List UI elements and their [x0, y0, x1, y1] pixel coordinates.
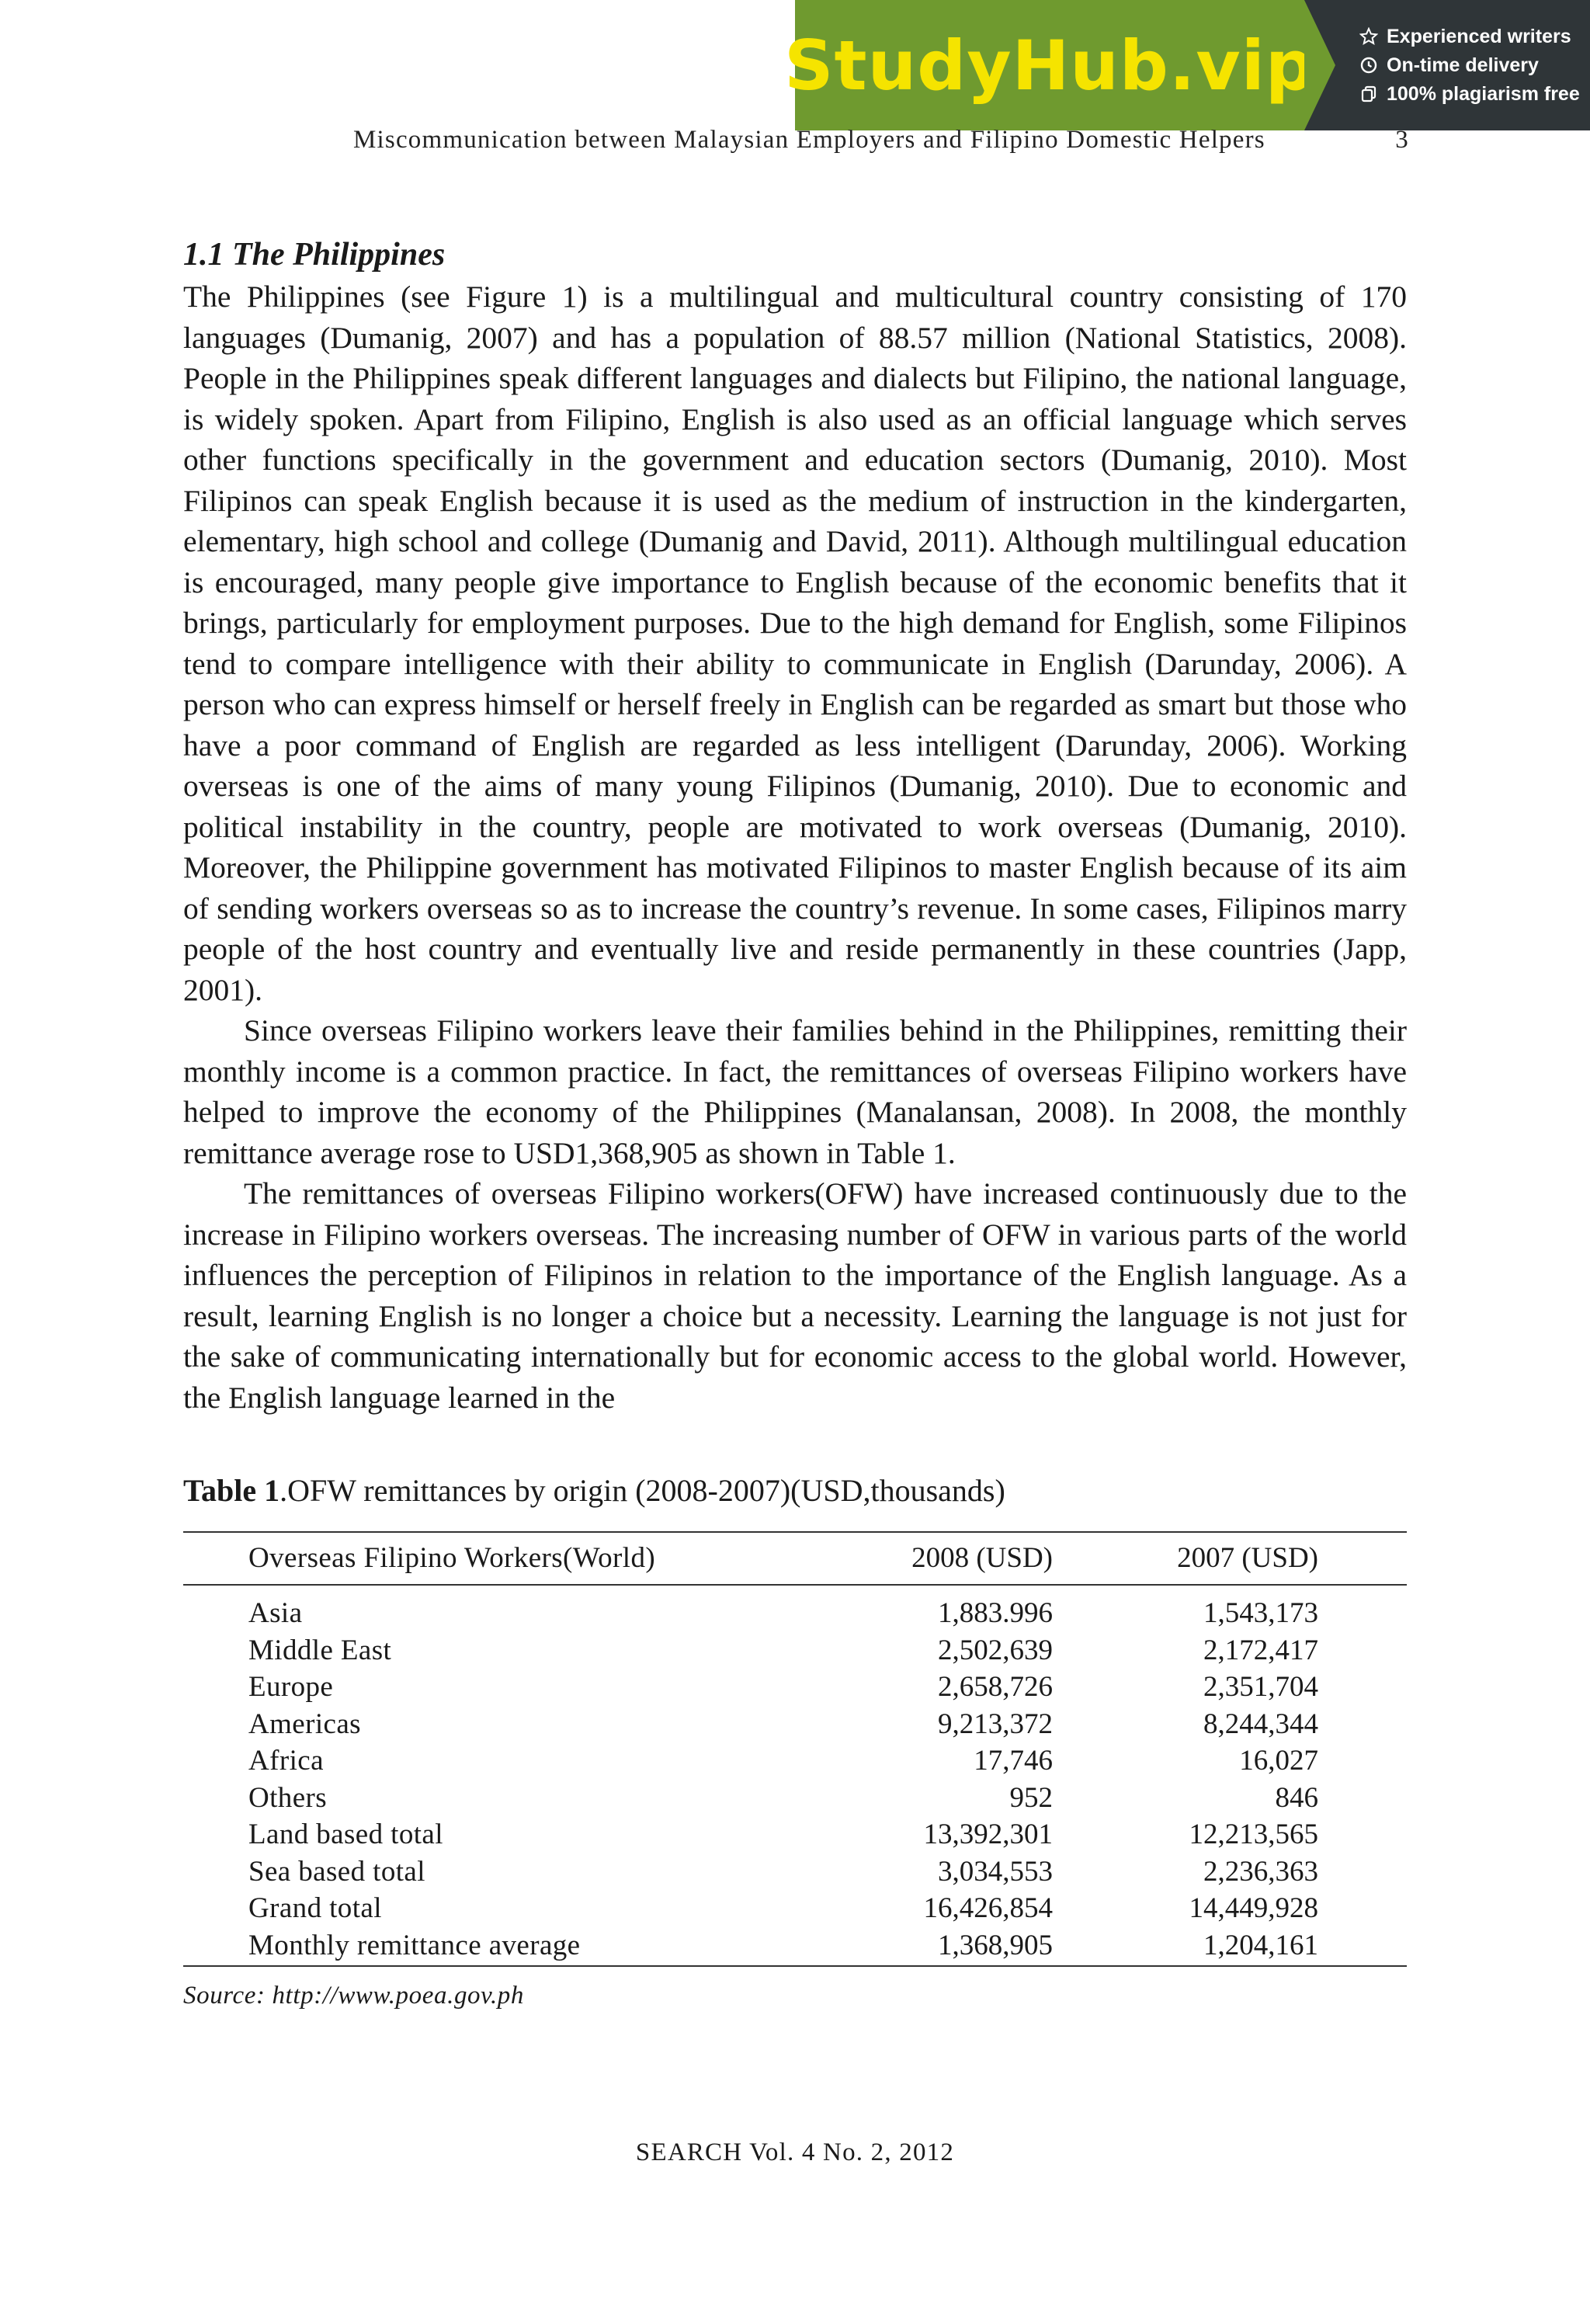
row-value-2007: 8,244,344	[1203, 1707, 1318, 1740]
studyhub-banner[interactable]	[784, 0, 1590, 130]
row-label: Land based total	[248, 1819, 443, 1850]
page-footer: SEARCH Vol. 4 No. 2, 2012	[635, 2138, 955, 2166]
table-body	[183, 1586, 1407, 1965]
running-header	[353, 126, 1409, 155]
feature-experienced-writers	[1359, 26, 1590, 48]
table-row	[183, 1853, 1407, 1891]
section-heading: 1.1 The Philippines	[183, 237, 446, 273]
header-cell-2008: 2008 (USD)	[911, 1542, 1053, 1574]
table-caption-text: .OFW remittances by origin (2008-2007)(USD,thousands)	[279, 1473, 1005, 1508]
paragraph-1: The Philippines (see Figure 1) is a multilingual and multicultural country consisting of 170 languages (Dumanig, 2007) and has a population of 88.57 million (National Statistics, 2008). People in the Philippines speak different languages and dialects but Filipino, the national language, is widely spoken. Apart from Filipino, English is also used as an official language which serves other functions specifically in the government and education sectors (Dumanig, 2010). Most Filipinos can speak English because it is used as the medium of instruction in the kindergarten, elementary, high school and college (Dumanig and David, 2011). Although multilingual education is encouraged, many people give importance to English because of the economic benefits that it brings, particularly for employment purposes. Due to the high demand for English, some Filipinos tend to compare intelligence with their ability to communicate in English (Darunday, 2006). A person who can express himself or herself freely in English can be regarded as smart but those who have a poor command of English are regarded as less intelligent (Darunday, 2006). Working overseas is one of the aims of many young Filipinos (Dumanig, 2010). Due to economic and political instability in the country, people are motivated to work overseas (Dumanig, 2010). Moreover, the Philippine government has motivated Filipinos to master English because of its aim of sending workers overseas so as to increase the country’s revenue. In some cases, Filipinos marry people of the host country and eventually live and reside permanently in these countries (Japp, 2001).	[183, 280, 1407, 1007]
row-value-2007: 14,449,928	[1189, 1892, 1318, 1924]
source-label: Source	[183, 1982, 257, 2010]
banner-features	[1304, 0, 1590, 130]
row-label: Africa	[248, 1745, 324, 1777]
row-value-2007: 16,027	[1239, 1745, 1318, 1777]
row-value-2007: 12,213,565	[1189, 1819, 1318, 1850]
feature-label: On-time delivery	[1387, 54, 1539, 76]
row-label: Asia	[248, 1597, 303, 1629]
source-text: : http://www.poea.gov.ph	[256, 1982, 524, 2010]
row-label: Americas	[248, 1707, 361, 1740]
row-label: Monthly remittance average	[248, 1929, 581, 1961]
feature-label: 100% plagiarism free	[1387, 82, 1580, 105]
logo-text: StudyHub.vip	[784, 25, 1315, 106]
table-row	[183, 1742, 1407, 1780]
row-value-2007: 2,236,363	[1203, 1855, 1318, 1888]
paragraph-2: Since overseas Filipino workers leave their families behind in the Philippines, remitting their monthly income is a common practice. In fact, the remittances of overseas Filipino workers have helped to improve the economy of the Philippines (Manalansan, 2008). In 2008, the monthly remittance average rose to USD1,368,905 as shown in Table 1.	[183, 1013, 1407, 1170]
table-bottom-rule	[183, 1965, 1407, 1967]
table-header-row	[183, 1533, 1407, 1584]
row-value-2007: 2,351,704	[1203, 1671, 1318, 1703]
page-number: 3	[1395, 126, 1409, 154]
row-label: Grand total	[248, 1892, 382, 1924]
paragraph-3: The remittances of overseas Filipino workers(OFW) have increased continuously due to the increase in Filipino workers overseas. The increasing number of OFW in various parts of the world influences the perception of Filipinos in relation to the importance of the English language. As a result, learning English is no longer a choice but a necessity. Learning the language is not just for the sake of communicating internationally but for economic access to the global world. However, the English language learned in the	[183, 1176, 1407, 1415]
table-row	[183, 1890, 1407, 1927]
row-label: Sea based total	[248, 1855, 425, 1888]
row-value-2007: 1,204,161	[1203, 1929, 1318, 1961]
row-value-2008: 952	[1009, 1781, 1053, 1814]
clock-icon	[1359, 55, 1379, 75]
row-value-2007: 846	[1275, 1781, 1318, 1814]
row-value-2008: 3,034,553	[938, 1855, 1053, 1888]
row-value-2008: 13,392,301	[923, 1819, 1053, 1850]
feature-plagiarism-free	[1359, 83, 1590, 106]
table-row	[183, 1595, 1407, 1632]
feature-on-time-delivery	[1359, 54, 1590, 77]
banner-logo[interactable]	[784, 0, 1315, 130]
table-caption	[183, 1472, 1005, 1509]
table-row	[183, 1632, 1407, 1669]
row-value-2007: 2,172,417	[1203, 1634, 1318, 1666]
table-row	[183, 1780, 1407, 1817]
row-value-2008: 16,426,854	[923, 1892, 1053, 1924]
row-value-2007: 1,543,173	[1203, 1597, 1318, 1629]
row-value-2008: 1,368,905	[938, 1929, 1053, 1961]
row-value-2008: 9,213,372	[938, 1707, 1053, 1740]
table-source-note	[183, 1982, 524, 2010]
row-label: Europe	[248, 1671, 334, 1703]
row-value-2008: 17,746	[974, 1745, 1053, 1777]
row-value-2008: 1,883.996	[938, 1597, 1053, 1629]
row-label: Middle East	[248, 1634, 392, 1666]
copy-icon	[1359, 84, 1379, 104]
header-cell-2007: 2007 (USD)	[1177, 1542, 1318, 1574]
row-value-2008: 2,502,639	[938, 1634, 1053, 1666]
header-cell-origin: Overseas Filipino Workers(World)	[248, 1542, 656, 1574]
row-value-2008: 2,658,726	[938, 1671, 1053, 1703]
running-header-title: Miscommunication between Malaysian Employers and Filipino Domestic Helpers	[353, 126, 1265, 154]
section-content	[183, 233, 1407, 1418]
table-row	[183, 1706, 1407, 1743]
table-row	[183, 1816, 1407, 1853]
table-row	[183, 1669, 1407, 1706]
row-label: Others	[248, 1781, 328, 1814]
feature-label: Experienced writers	[1387, 25, 1571, 47]
table-caption-label: Table 1	[183, 1473, 280, 1508]
remittance-table	[183, 1531, 1407, 1967]
star-icon	[1359, 26, 1379, 47]
table-row	[183, 1927, 1407, 1964]
